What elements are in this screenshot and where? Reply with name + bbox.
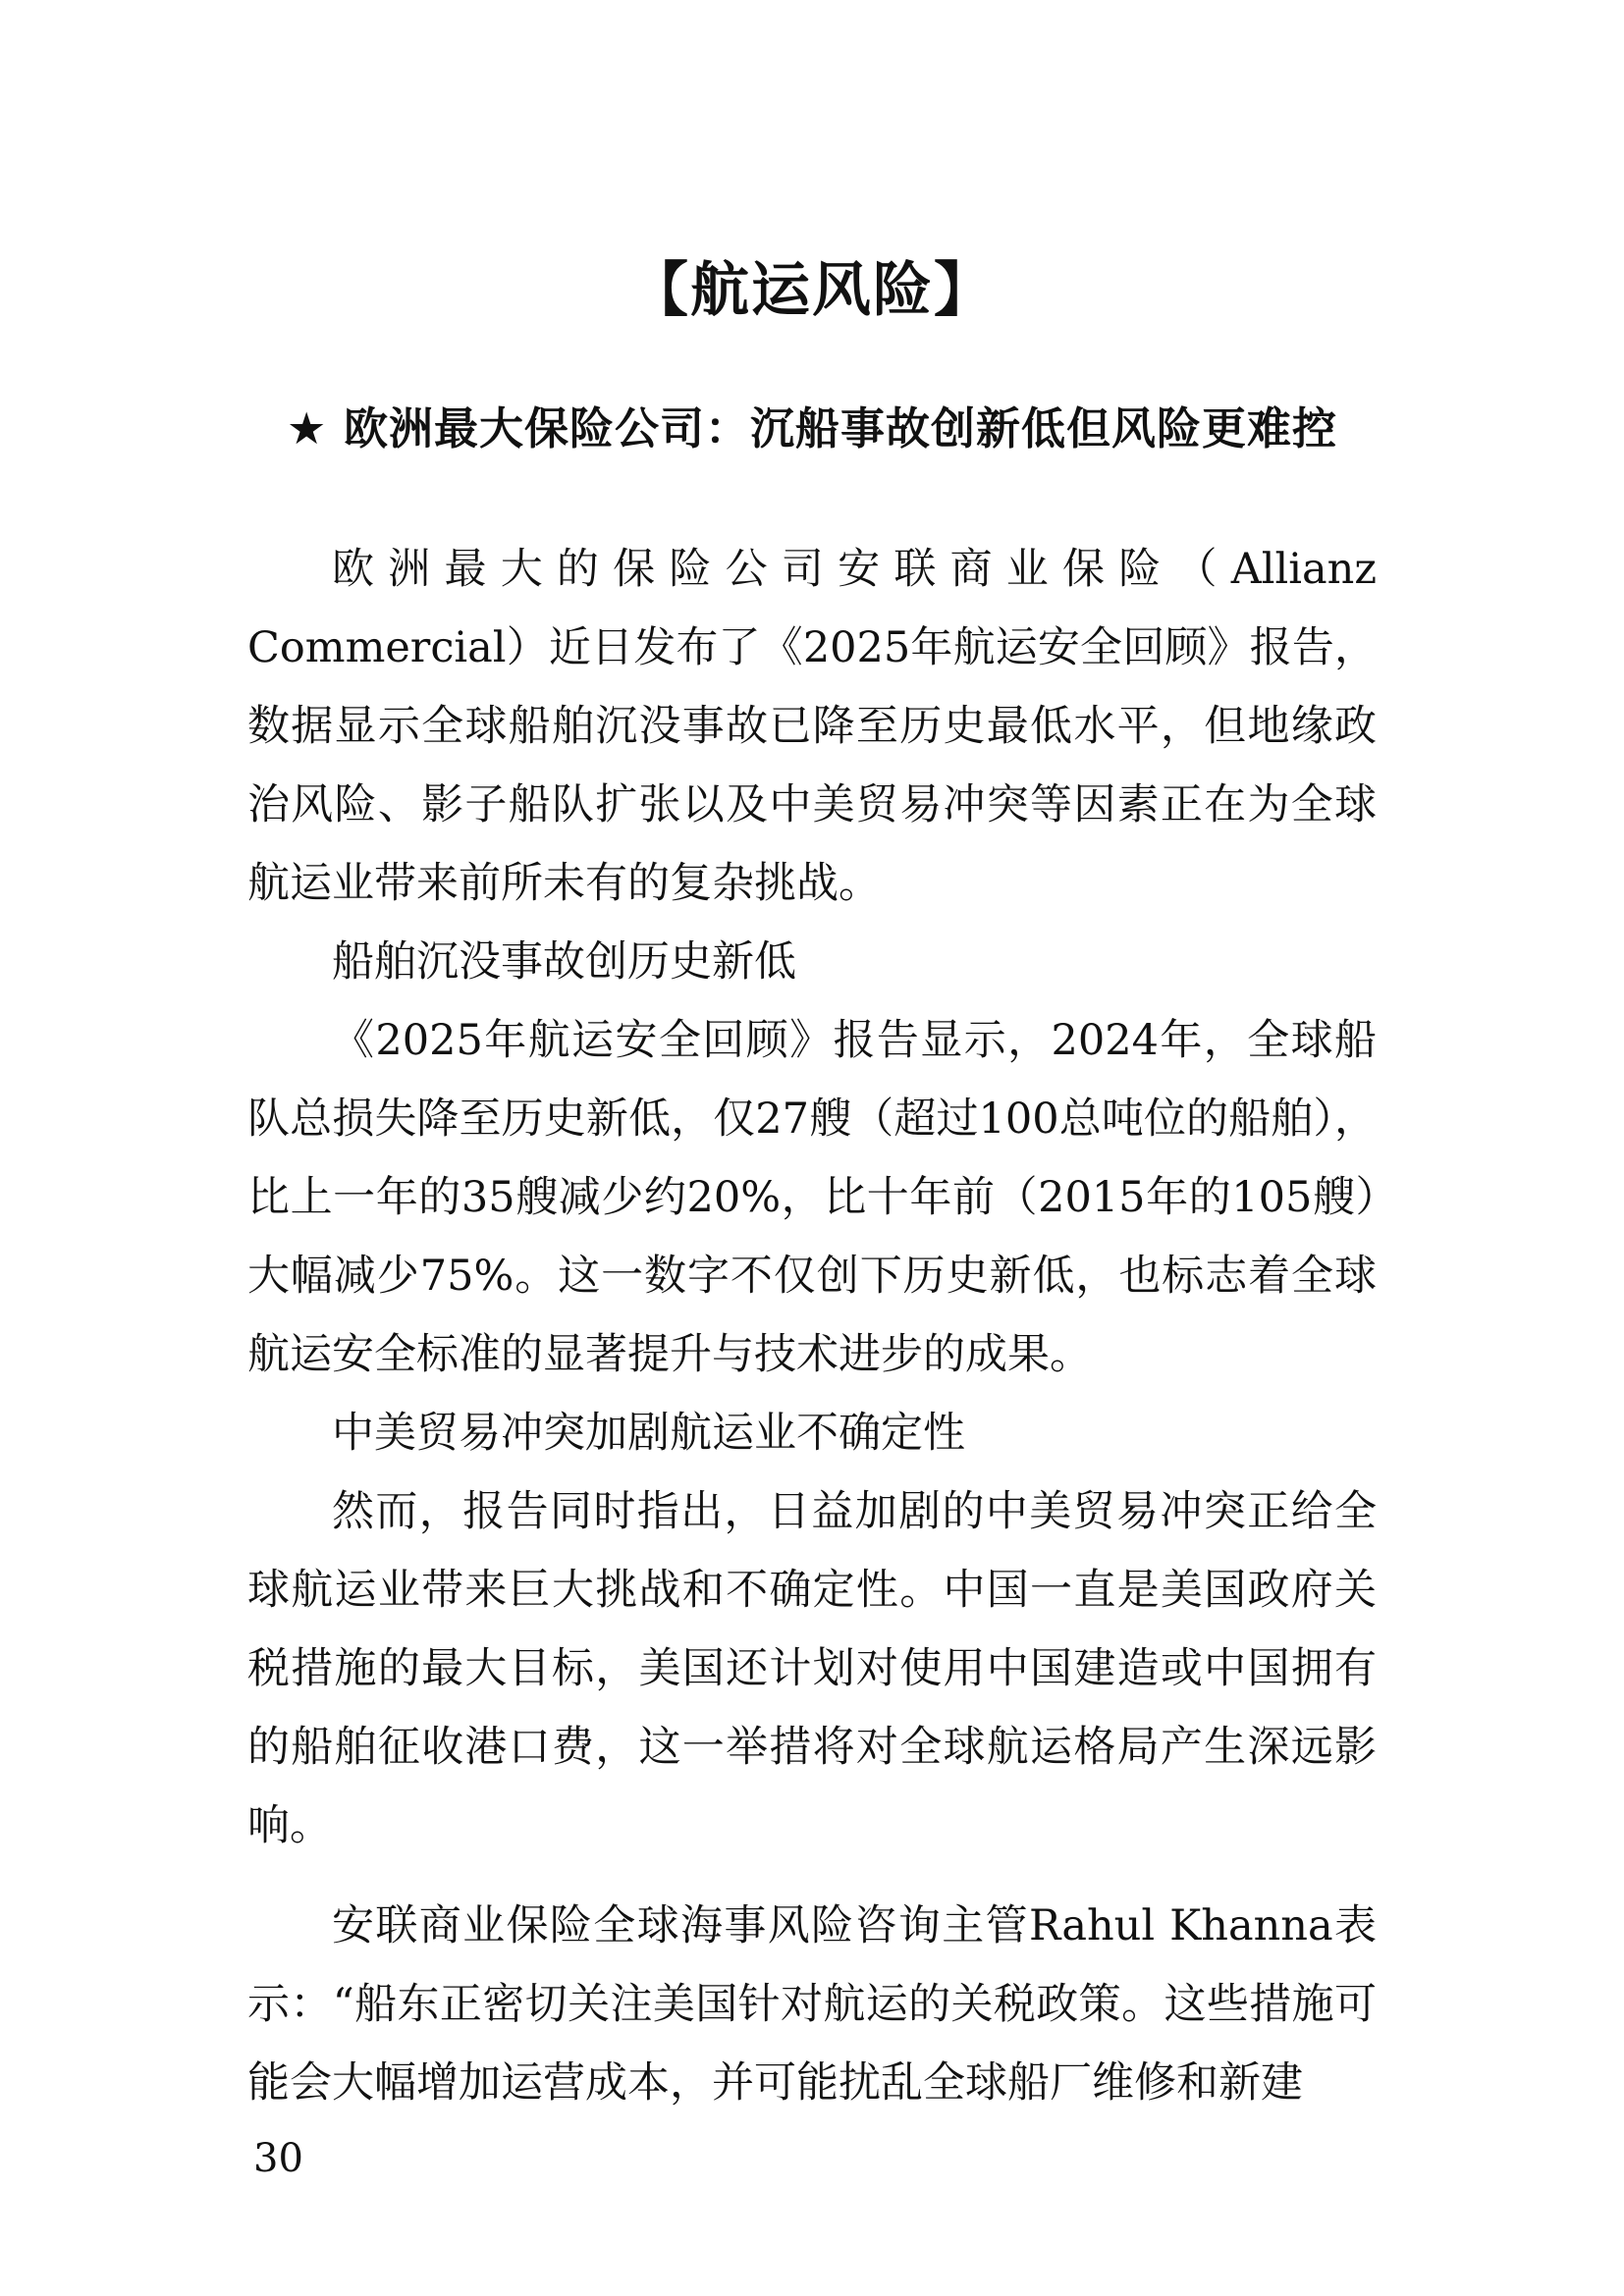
article-title: ★ 欧洲最大保险公司：沉船事故创新低但风险更难控	[286, 402, 1337, 454]
section-title: 【航运风险】	[629, 256, 995, 325]
body-paragraph: 安联商业保险全球海事风险咨询主管Rahul Khanna表示：“船东正密切关注美国针对航运的关税政策。这些措施可能会大幅增加运营成本，并可能扰乱全球船厂维修和新建	[247, 1901, 1377, 2108]
article-body	[247, 530, 1377, 2122]
paragraph-subheading: 中美贸易冲突加剧航运业不确定性	[332, 1409, 965, 1458]
body-paragraph: 然而，报告同时指出，日益加剧的中美贸易冲突正给全球航运业带来巨大挑战和不确定性。中国一直是美国政府关税措施的最大目标，美国还计划对使用中国建造或中国拥有的船舶征收港口费，这一举措将对全球航运格局产生深远影响。	[247, 1487, 1377, 1850]
page-number: 30	[253, 2136, 303, 2181]
body-paragraph: 欧洲最大的保险公司安联商业保险（Allianz Commercial）近日发布了《2025年航运安全回顾》报告，数据显示全球船舶沉没事故已降至历史最低水平，但地缘政治风险、影子船队扩张以及中美贸易冲突等因素正在为全球航运业带来前所未有的复杂挑战。	[247, 545, 1377, 908]
body-paragraph: 《2025年航运安全回顾》报告显示，2024年，全球船队总损失降至历史新低，仅27艘（超过100总吨位的船舶），比上一年的35艘减少约20%，比十年前（2015年的105艘）大幅减少75%。这一数字不仅创下历史新低，也标志着全球航运安全标准的显著提升与技术进步的成果。	[247, 1016, 1377, 1379]
paragraph-subheading: 船舶沉没事故创历史新低	[332, 937, 796, 987]
